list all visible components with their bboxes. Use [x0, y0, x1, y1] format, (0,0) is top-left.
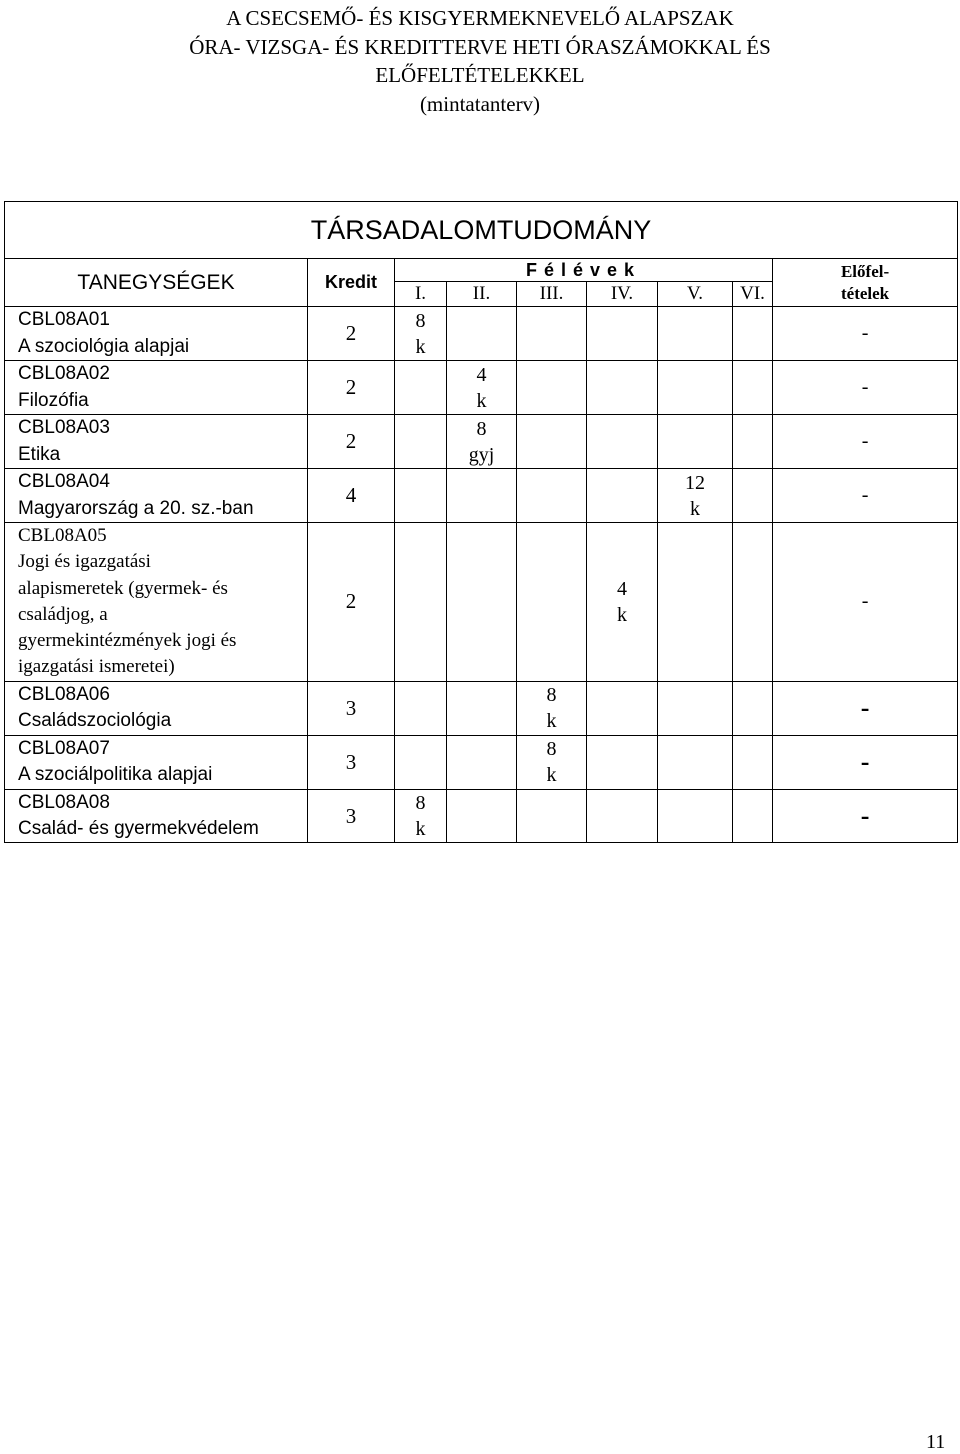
course-prereq: - [773, 361, 958, 415]
kredit-header: Kredit [308, 259, 395, 307]
course-code: CBL08A02 [18, 363, 110, 385]
semester-6-cell [733, 523, 773, 682]
semester-3-cell [517, 681, 587, 735]
semester-5-cell [658, 415, 733, 469]
course-name-line: Család- és gyermekvédelem [18, 818, 259, 840]
course-kredit: 2 [308, 307, 395, 361]
course-unit-cell [5, 789, 308, 843]
course-unit-cell [5, 681, 308, 735]
course-kredit: 4 [308, 469, 395, 523]
course-unit-cell [5, 307, 308, 361]
semester-3-cell [517, 361, 587, 415]
course-kredit: 2 [308, 415, 395, 469]
course-row [5, 523, 958, 682]
course-code: CBL08A01 [18, 309, 110, 331]
course-prereq: - [773, 681, 958, 735]
semester-3-cell [517, 415, 587, 469]
course-prereq: - [773, 523, 958, 682]
course-prereq: - [773, 307, 958, 361]
semester-1-cell [395, 361, 447, 415]
title-line-3: ELŐFELTÉTELEKKEL [375, 63, 585, 87]
weekly-hours: 8 [546, 684, 557, 707]
assessment-type: k [690, 497, 700, 520]
document-title [0, 4, 960, 118]
section-title: TÁRSADALOMTUDOMÁNY [5, 202, 958, 259]
semester-6-cell [733, 415, 773, 469]
semester-1-cell [395, 307, 447, 361]
course-name-line: A szociálpolitika alapjai [18, 764, 213, 786]
weekly-hours: 8 [546, 738, 557, 761]
course-kredit: 3 [308, 789, 395, 843]
title-line-1: A CSECSEMŐ- ÉS KISGYERMEKNEVELŐ ALAPSZAK [226, 6, 734, 30]
assessment-type: k [617, 603, 627, 626]
semester-header-2: II. [447, 282, 517, 307]
semester-1-cell [395, 789, 447, 843]
semester-6-cell [733, 681, 773, 735]
semester-6-cell [733, 789, 773, 843]
prereq-header-line-2: tételek [840, 283, 890, 303]
course-row [5, 735, 958, 789]
course-name-line: Magyarország a 20. sz.-ban [18, 497, 254, 519]
semester-4-cell [587, 415, 658, 469]
semester-1-cell [395, 469, 447, 523]
course-unit-cell [5, 415, 308, 469]
semester-4-cell [587, 307, 658, 361]
semester-header-6: VI. [733, 282, 773, 307]
course-prereq: - [773, 469, 958, 523]
page-number: 11 [926, 1431, 946, 1453]
semester-4-cell [587, 469, 658, 523]
semester-2-cell [447, 469, 517, 523]
semester-4-cell [587, 681, 658, 735]
prereq-header [773, 259, 958, 307]
course-row [5, 361, 958, 415]
course-prereq: - [773, 415, 958, 469]
semester-4-cell [587, 789, 658, 843]
semester-3-cell [517, 307, 587, 361]
assessment-type: k [415, 335, 426, 358]
semester-5-cell [658, 681, 733, 735]
semester-5-cell [658, 523, 733, 682]
assessment-type: k [546, 710, 557, 733]
title-line-2: ÓRA- VIZSGA- ÉS KREDITTERVE HETI ÓRASZÁMOKKAL ÉS [189, 34, 771, 59]
assessment-type: k [415, 818, 426, 841]
course-unit-cell [5, 469, 308, 523]
curriculum-table [4, 201, 958, 843]
semester-4-cell [587, 361, 658, 415]
semester-6-cell [733, 469, 773, 523]
course-row [5, 307, 958, 361]
semester-2-cell [447, 523, 517, 682]
course-code: CBL08A06 [18, 683, 110, 705]
semester-2-cell [447, 415, 517, 469]
course-row [5, 469, 958, 523]
semester-2-cell [447, 789, 517, 843]
course-name-line: Etika [18, 443, 61, 465]
semester-3-cell [517, 789, 587, 843]
course-code: CBL08A08 [18, 791, 110, 813]
course-name-line: A szociológia alapjai [18, 335, 190, 357]
course-kredit: 3 [308, 735, 395, 789]
semester-header-5: V. [658, 282, 733, 307]
semester-5-cell [658, 735, 733, 789]
weekly-hours: 4 [476, 363, 487, 386]
semester-5-cell [658, 361, 733, 415]
semester-6-cell [733, 735, 773, 789]
course-name-line: Jogi és igazgatási [18, 551, 151, 573]
course-code: CBL08A03 [18, 417, 110, 439]
course-row [5, 681, 958, 735]
course-kredit: 2 [308, 361, 395, 415]
course-row [5, 789, 958, 843]
course-code: CBL08A05 [18, 525, 107, 546]
weekly-hours: 8 [415, 309, 426, 332]
semester-5-cell [658, 469, 733, 523]
semester-4-cell [587, 523, 658, 682]
semester-1-cell [395, 523, 447, 682]
course-unit-cell [5, 523, 308, 682]
semester-5-cell [658, 789, 733, 843]
course-name-line: családjog, a [18, 603, 108, 625]
semester-4-cell [587, 735, 658, 789]
semester-header-4: IV. [587, 282, 658, 307]
course-prereq: - [773, 789, 958, 843]
weekly-hours: 4 [617, 577, 627, 600]
course-row [5, 415, 958, 469]
section-header-row [5, 202, 958, 259]
weekly-hours: 12 [685, 471, 705, 494]
assessment-type: k [476, 389, 487, 412]
semester-header-3: III. [517, 282, 587, 307]
title-subtitle: (mintatanterv) [419, 91, 541, 116]
course-kredit: 2 [308, 523, 395, 682]
semester-3-cell [517, 469, 587, 523]
course-name-line: gyermekintézmények jogi és [18, 630, 237, 652]
course-code: CBL08A04 [18, 471, 110, 493]
semester-1-cell [395, 415, 447, 469]
semester-5-cell [658, 307, 733, 361]
course-name-line: Filozófia [18, 389, 89, 411]
course-code: CBL08A07 [18, 737, 110, 759]
semester-1-cell [395, 735, 447, 789]
units-header: TANEGYSÉGEK [5, 259, 308, 307]
course-name-line: Családszociológia [18, 710, 172, 732]
course-unit-cell [5, 361, 308, 415]
column-header-row-1 [5, 259, 958, 282]
course-name-line: igazgatási ismeretei) [18, 656, 175, 678]
weekly-hours: 8 [415, 792, 426, 815]
semester-1-cell [395, 681, 447, 735]
semester-header-1: I. [395, 282, 447, 307]
semester-2-cell [447, 735, 517, 789]
prereq-header-line-1: Előfel- [840, 261, 890, 281]
semester-2-cell [447, 361, 517, 415]
semester-2-cell [447, 681, 517, 735]
assessment-type: gyj [468, 443, 495, 466]
course-kredit: 3 [308, 681, 395, 735]
course-prereq: - [773, 735, 958, 789]
semester-3-cell [517, 735, 587, 789]
weekly-hours: 8 [476, 417, 487, 440]
course-name-line: alapismeretek (gyermek- és [18, 577, 228, 599]
semester-6-cell [733, 361, 773, 415]
semester-6-cell [733, 307, 773, 361]
felevek-header: Félévek [395, 259, 773, 282]
assessment-type: k [546, 764, 557, 787]
semester-2-cell [447, 307, 517, 361]
course-unit-cell [5, 735, 308, 789]
semester-3-cell [517, 523, 587, 682]
